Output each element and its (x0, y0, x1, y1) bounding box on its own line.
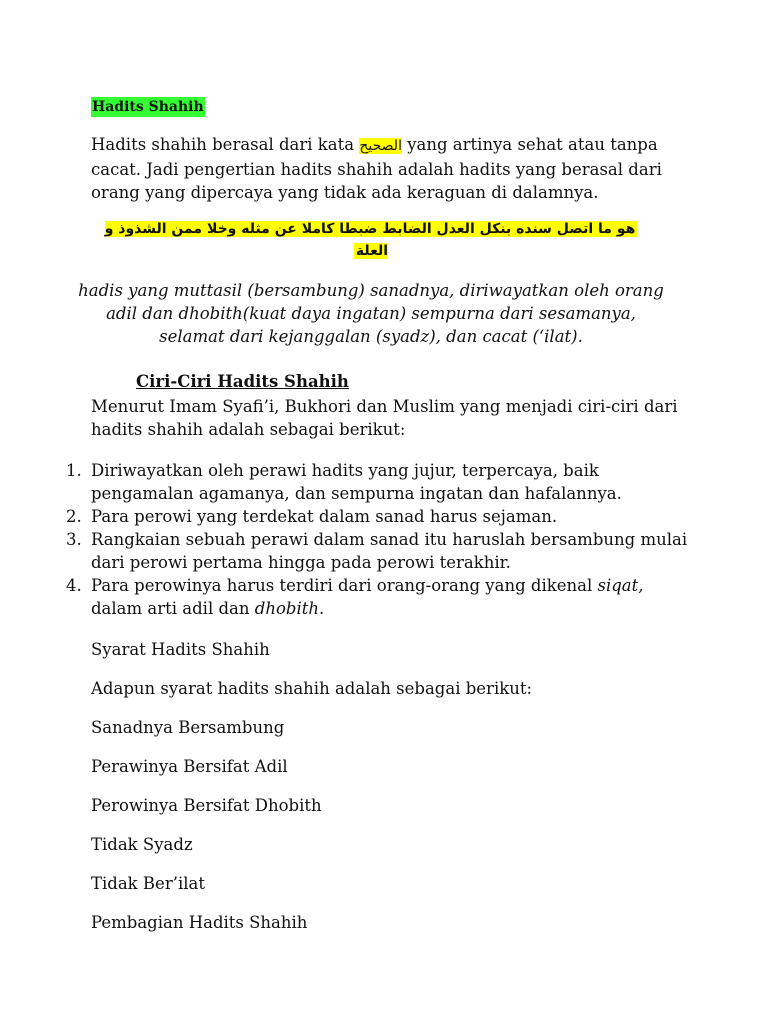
intro-text-part2: yang artinya sehat atau tanpa cacat. Jadi pengertian hadits shahih adalah hadits yang berasal dari orang yang dipercaya yang tidak ada keraguan di dalamnya. (91, 135, 662, 202)
list-item-italic-b: dhobith (254, 599, 319, 618)
intro-text-part1: Hadits shahih berasal dari kata (91, 135, 360, 154)
list-item-text: Diriwayatkan oleh perawi hadits yang jujur, terpercaya, baik pengamalan agamanya, dan sempurna ingatan dan hafalannya. (91, 461, 622, 503)
list-item-italic-a: siqat, (597, 576, 644, 595)
list-number: 1. (66, 461, 82, 480)
requirement-item: Tidak Ber’ilat (91, 874, 205, 893)
requirement-item: Perowinya Bersifat Dhobith (91, 796, 322, 815)
requirement-item: Tidak Syadz (91, 835, 193, 854)
list-item (66, 505, 691, 528)
list-number: 4. (66, 576, 82, 595)
list-item-text-b: dalam arti adil dan (91, 599, 255, 618)
requirement-item: Perawinya Bersifat Adil (91, 757, 288, 776)
list-item-text-a: Para perowinya harus terdiri dari orang-orang yang dikenal (91, 576, 598, 595)
document-heading: Hadits Shahih (92, 99, 204, 115)
definition-paragraph: hadis yang muttasil (bersambung) sanadnya, diriwayatkan oleh orang adil dan dhobith(kuat daya ingatan) sempurna dari sesamanya, selamat dari kejanggalan (syadz), dan cacat (‘ilat). (78, 281, 664, 346)
list-item-text: Rangkaian sebuah perawi dalam sanad itu haruslah bersambung mulai dari perowi pertama hingga pada perowi terakhir. (91, 530, 688, 572)
list-number: 3. (66, 530, 82, 549)
criteria-section-title: Ciri-Ciri Hadits Shahih (136, 372, 349, 391)
document-page (66, 94, 691, 934)
arabic-definition (91, 218, 651, 262)
requirements-title: Syarat Hadits Shahih (91, 640, 270, 659)
requirement-item: Sanadnya Bersambung (91, 718, 285, 737)
arabic-word: الصحيح (359, 138, 402, 154)
list-item (66, 528, 691, 574)
intro-paragraph (91, 133, 691, 204)
list-item (66, 459, 691, 505)
list-item-text: Para perowi yang terdekat dalam sanad harus sejaman. (91, 507, 558, 526)
list-number: 2. (66, 507, 82, 526)
criteria-list (66, 459, 691, 620)
criteria-intro: Menurut Imam Syafi’i, Bukhori dan Muslim yang menjadi ciri-ciri dari hadits shahih adalah sebagai berikut: (91, 397, 678, 439)
division-title: Pembagian Hadits Shahih (91, 913, 308, 932)
requirements-intro: Adapun syarat hadits shahih adalah sebagai berikut: (91, 679, 533, 698)
list-item-text-c: . (319, 599, 325, 618)
list-item (66, 574, 691, 620)
arabic-definition-text: هو ما اتصل سنده بنكل العدل الضابط ضبطا كاملا عن مثله وخلا ممن الشذوذ و العلة (104, 221, 636, 259)
